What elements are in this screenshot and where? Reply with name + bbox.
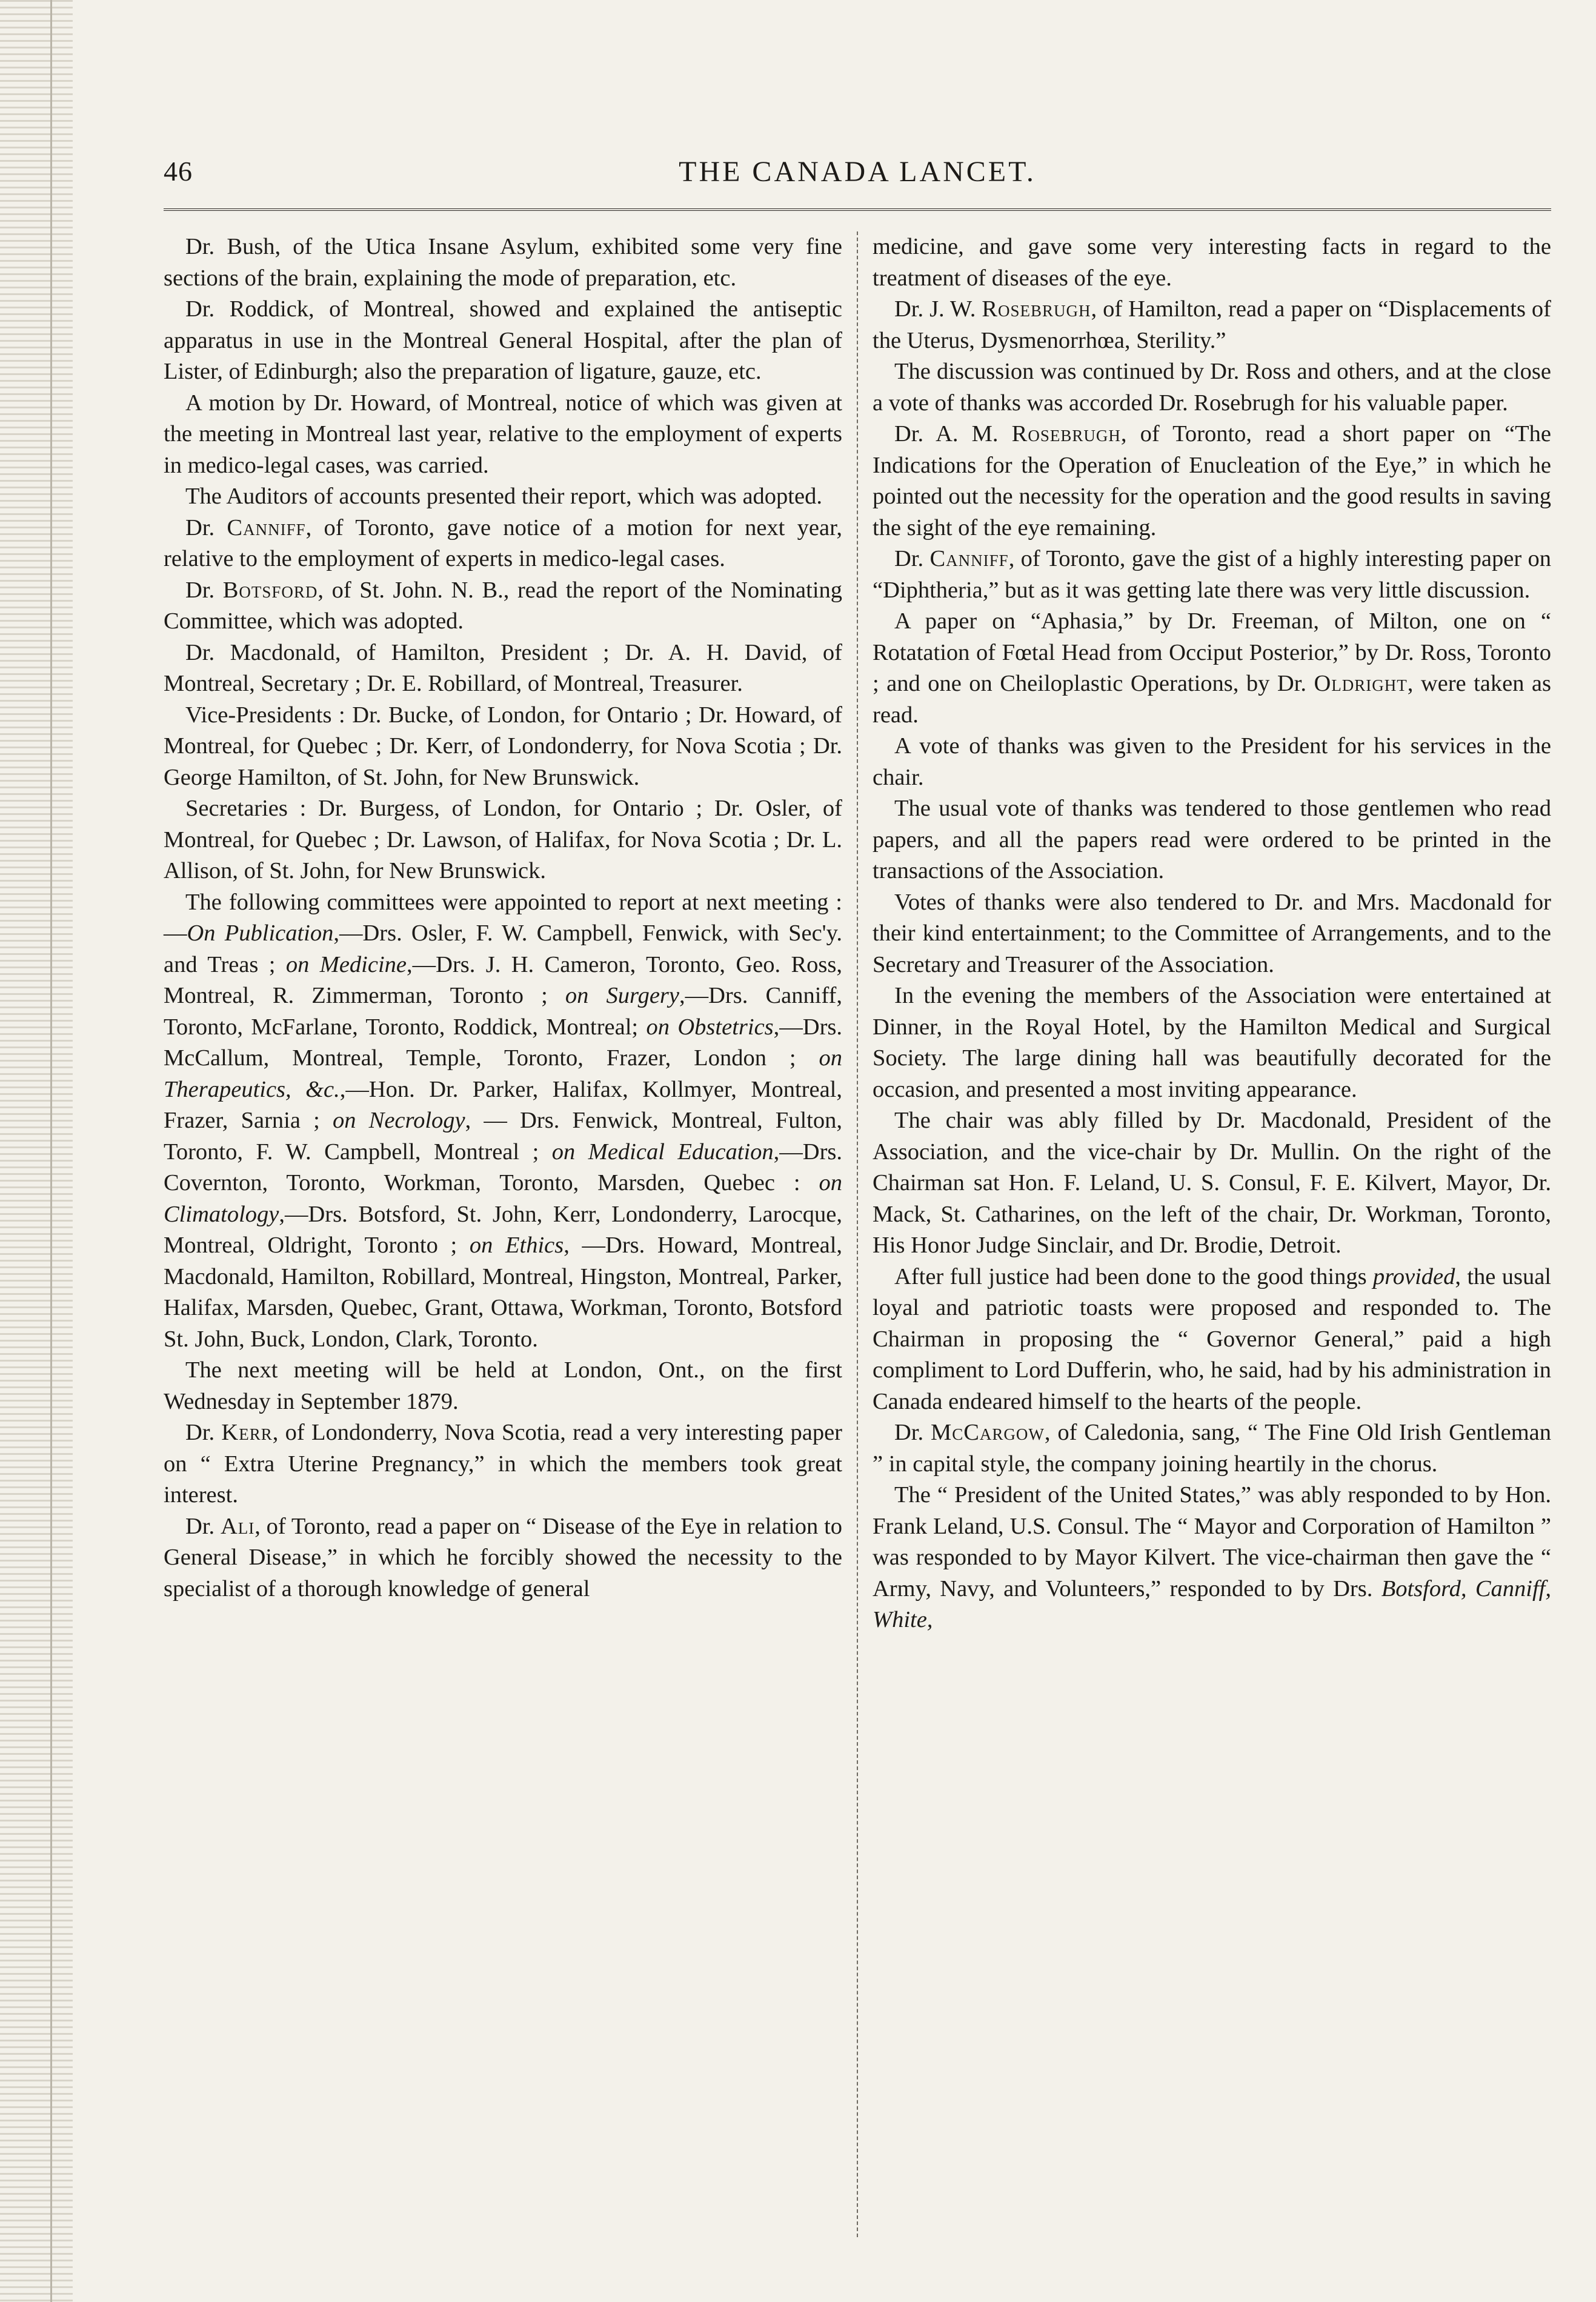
text-run: , of Toronto, read a paper on “ Disease of the Eye in relation to General Disease,” in which he forcibly showed the necessity to the specialist of a thorough knowledge of general — [164, 1513, 843, 1602]
paragraph — [164, 700, 842, 794]
text-run: Dr. — [185, 577, 223, 603]
text-run: A vote of thanks was given to the President for his services in the chair. — [873, 733, 1551, 790]
italic-text: on Necrology — [332, 1108, 465, 1133]
paragraph — [873, 1417, 1551, 1480]
text-run: Dr. Bush, of the Utica Insane Asylum, exhibited some very fine sections of the brain, explaining the mode of preparation, etc. — [164, 234, 842, 291]
paragraph — [164, 793, 842, 887]
paragraph — [164, 887, 842, 1356]
paragraph — [873, 544, 1551, 606]
paragraph — [164, 1511, 842, 1605]
text-run: ,—Hon. Dr. Parker, Halifax, Kollmyer, Montreal, Frazer, Sarnia ; — [164, 1076, 842, 1133]
small-caps-name: McCargow — [930, 1420, 1045, 1445]
text-run: , the usual loyal and patriotic toasts were proposed and responded to. The Chairman in proposing the “ Governor General,” paid a high compliment to Lord Dufferin, who, he said, had by his administration in Canada endeared himself to the hearts of the people. — [873, 1263, 1551, 1414]
paragraph — [164, 1417, 842, 1511]
text-run: A motion by Dr. Howard, of Montreal, notice of which was given at the meeting in Montreal last year, relative to the employment of experts in medico-legal cases, was carried. — [164, 390, 842, 478]
italic-text: provided — [1372, 1263, 1455, 1289]
paragraph — [164, 481, 842, 513]
text-run: ,—Drs. Canniff, Toronto, McFarlane, Toronto, Roddick, Montreal; — [164, 983, 842, 1040]
text-run: , of Caledonia, sang, “ The Fine Old Irish Gentleman ” in capital style, the company joining heartily in the chorus. — [873, 1420, 1551, 1477]
italic-text: on Medicine — [285, 951, 407, 977]
italic-text: on Medical Education — [551, 1139, 774, 1165]
text-run: , of Londonderry, Nova Scotia, read a very interesting paper on “ Extra Uterine Pregnancy,” in which the members took great interest. — [164, 1420, 843, 1508]
italic-text: on Obstetrics — [646, 1014, 774, 1040]
text-run: , of Toronto, read a short paper on “The Indications for the Operation of Enucleation of the Eye,” in which he pointed out the necessity for the operation and the good results in saving the sight of the eye remaining. — [873, 421, 1552, 541]
text-run: Secretaries : Dr. Burgess, of London, for Ontario ; Dr. Osler, of Montreal, for Quebec ; Dr. Lawson, of Halifax, for Nova Scotia ; Dr. L. Allison, of St. John, for New Brunswick. — [164, 796, 842, 883]
italic-text: On Publication — [187, 920, 334, 946]
paragraph — [164, 231, 842, 294]
paragraph — [164, 1355, 842, 1417]
right-column — [873, 231, 1551, 2237]
small-caps-name: Canniff — [227, 514, 306, 541]
text-run: Dr. — [894, 546, 930, 571]
text-run: , —Drs. Howard, Montreal, Macdonald, Hamilton, Robillard, Montreal, Hingston, Montreal, Parker, Halifax, Marsden, Quebec, Grant, Ottawa, Workman, Toronto, Botsford St. John, Buck, London, Clark, Toronto. — [164, 1233, 843, 1352]
small-caps-name: Rosebrugh — [982, 296, 1091, 322]
text-run: The Auditors of accounts presented their report, which was adopted. — [185, 484, 822, 509]
left-column — [164, 231, 842, 2237]
small-caps-name: Ali — [220, 1513, 255, 1539]
italic-text: Botsford, Canniff, White, — [873, 1575, 1551, 1632]
paragraph — [873, 294, 1551, 356]
paragraph — [873, 356, 1551, 419]
paragraph — [873, 231, 1551, 294]
small-caps-name: Canniff — [929, 546, 1009, 571]
text-run: , of Hamilton, read a paper on “Displacements of the Uterus, Dysmenorrhœa, Sterility.” — [873, 296, 1551, 353]
text-run: After full justice had been done to the good things — [894, 1263, 1373, 1289]
small-caps-name: Rosebrugh — [1011, 421, 1121, 447]
text-run: , of St. John. N. B., read the report of the Nominating Committee, which was adopted. — [164, 577, 843, 634]
text-run: Dr. J. W. — [894, 296, 982, 322]
paragraph — [873, 1480, 1551, 1636]
paragraph — [873, 731, 1551, 793]
text-run: ,—Drs. Covernton, Toronto, Workman, Toronto, Marsden, Quebec : — [164, 1139, 842, 1196]
column-gutter — [842, 231, 873, 2237]
paragraph — [164, 294, 842, 388]
text-run: A paper on “Aphasia,” by Dr. Freeman, of Milton, one on “ Rotatation of Fœtal Head from Occiput Posterior,” by Dr. Ross, Toronto ; and one on Cheiloplastic Operations, by Dr. — [873, 608, 1551, 696]
text-run: Dr. Macdonald, of Hamilton, President ; Dr. A. H. David, of Montreal, Secretary ; Dr. E. Robillard, of Montreal, Treasurer. — [164, 639, 842, 696]
text-run: ,—Drs. McCallum, Montreal, Temple, Toronto, Frazer, London ; — [164, 1014, 842, 1071]
paragraph — [873, 606, 1551, 731]
text-run: The discussion was continued by Dr. Ross and others, and at the close a vote of thanks was accorded Dr. Rosebrugh for his valuable paper. — [873, 359, 1551, 416]
text-run: Dr. — [185, 1513, 221, 1539]
text-run: ,—Drs. Osler, F. W. Campbell, Fenwick, with Sec'y. and Treas ; — [164, 920, 842, 977]
paragraph — [164, 575, 842, 637]
page-number: 46 — [164, 156, 193, 187]
text-run: ,—Drs. Botsford, St. John, Kerr, Londonderry, Larocque, Montreal, Oldright, Toronto ; — [164, 1201, 842, 1258]
small-caps-name: Botsford — [222, 577, 318, 603]
text-run: , of Toronto, gave notice of a motion for next year, relative to the employment of experts in medico-legal cases. — [164, 514, 842, 571]
paragraph — [873, 793, 1551, 887]
paragraph — [873, 1105, 1551, 1262]
paragraph — [164, 513, 842, 575]
text-run: Dr. — [185, 514, 227, 541]
text-run: The following committees were appointed to report at next meeting :— — [164, 889, 842, 946]
running-title: THE CANADA LANCET. — [679, 156, 1036, 188]
page-header — [164, 151, 1551, 206]
text-run: Votes of thanks were also tendered to Dr. and Mrs. Macdonald for their kind entertainment; to the Committee of Arrangements, and to the Secretary and Treasurer of the Association. — [873, 889, 1551, 977]
text-run: , — Drs. Fenwick, Montreal, Fulton, Toronto, F. W. Campbell, Montreal ; — [164, 1108, 842, 1165]
text-run: The next meeting will be held at London, Ont., on the first Wednesday in September 1879. — [164, 1357, 842, 1414]
header-rule — [164, 208, 1551, 211]
italic-text: on Surgery — [565, 983, 679, 1008]
text-run: Vice-Presidents : Dr. Bucke, of London, for Ontario ; Dr. Howard, of Montreal, for Quebec ; Dr. Kerr, of Londonderry, for Nova Scotia ; Dr. George Hamilton, of St. John, for New Brunswick. — [164, 702, 842, 790]
paragraph — [164, 388, 842, 482]
small-caps-name: Oldright — [1314, 671, 1408, 696]
italic-text: on Therapeutics, &c. — [164, 1045, 842, 1102]
text-run: The “ President of the United States,” was ably responded to by Hon. Frank Leland, U.S. Consul. The “ Mayor and Corporation of Hamilton ” was responded to by Mayor Kilvert. The vice-chairman then gave the “ Army, Navy, and Volunteers,” responded to by Drs. — [873, 1482, 1551, 1602]
text-run: The usual vote of thanks was tendered to those gentlemen who read papers, and all the papers read were ordered to be printed in the transactions of the Association. — [873, 796, 1551, 883]
italic-text: on Ethics — [469, 1233, 564, 1258]
text-run: medicine, and gave some very interesting facts in regard to the treatment of diseases of the eye. — [873, 234, 1551, 291]
small-caps-name: Kerr — [221, 1420, 273, 1445]
paragraph — [873, 1262, 1551, 1418]
journal-page — [164, 151, 1551, 2260]
text-run: The chair was ably filled by Dr. Macdonald, President of the Association, and the vice-chair by Dr. Mullin. On the right of the Chairman sat Hon. F. Leland, U. S. Consul, F. E. Kilvert, Mayor, Dr. Mack, St. Catharines, on the left of the chair, Dr. Workman, Toronto, His Honor Judge Sinclair, and Dr. Brodie, Detroit. — [873, 1108, 1551, 1258]
text-run: Dr. Roddick, of Montreal, showed and explained the antiseptic apparatus in use in the Montreal General Hospital, after the plan of Lister, of Edinburgh; also the preparation of ligature, gauze, etc. — [164, 296, 842, 384]
text-run: Dr. A. M. — [894, 421, 1012, 447]
italic-text: on Climatology — [164, 1170, 842, 1227]
paragraph — [873, 980, 1551, 1105]
paragraph — [873, 419, 1551, 544]
text-run: Dr. — [185, 1420, 222, 1445]
paragraph — [164, 637, 842, 700]
text-run: ,—Drs. J. H. Cameron, Toronto, Geo. Ross, Montreal, R. Zimmerman, Toronto ; — [164, 951, 843, 1008]
text-columns — [164, 231, 1551, 2237]
scan-binding-edge — [0, 0, 73, 2302]
text-run: Dr. — [894, 1420, 931, 1445]
text-run: In the evening the members of the Association were entertained at Dinner, in the Royal Hotel, by the Hamilton Medical and Surgical Society. The large dining hall was beautifully decorated for the occasion, and presented a most inviting appearance. — [873, 983, 1551, 1102]
paragraph — [873, 887, 1551, 981]
text-run: , of Toronto, gave the gist of a highly interesting paper on “Diphtheria,” but as it was getting late there was very little discussion. — [873, 546, 1551, 603]
text-run: , were taken as read. — [873, 671, 1551, 728]
